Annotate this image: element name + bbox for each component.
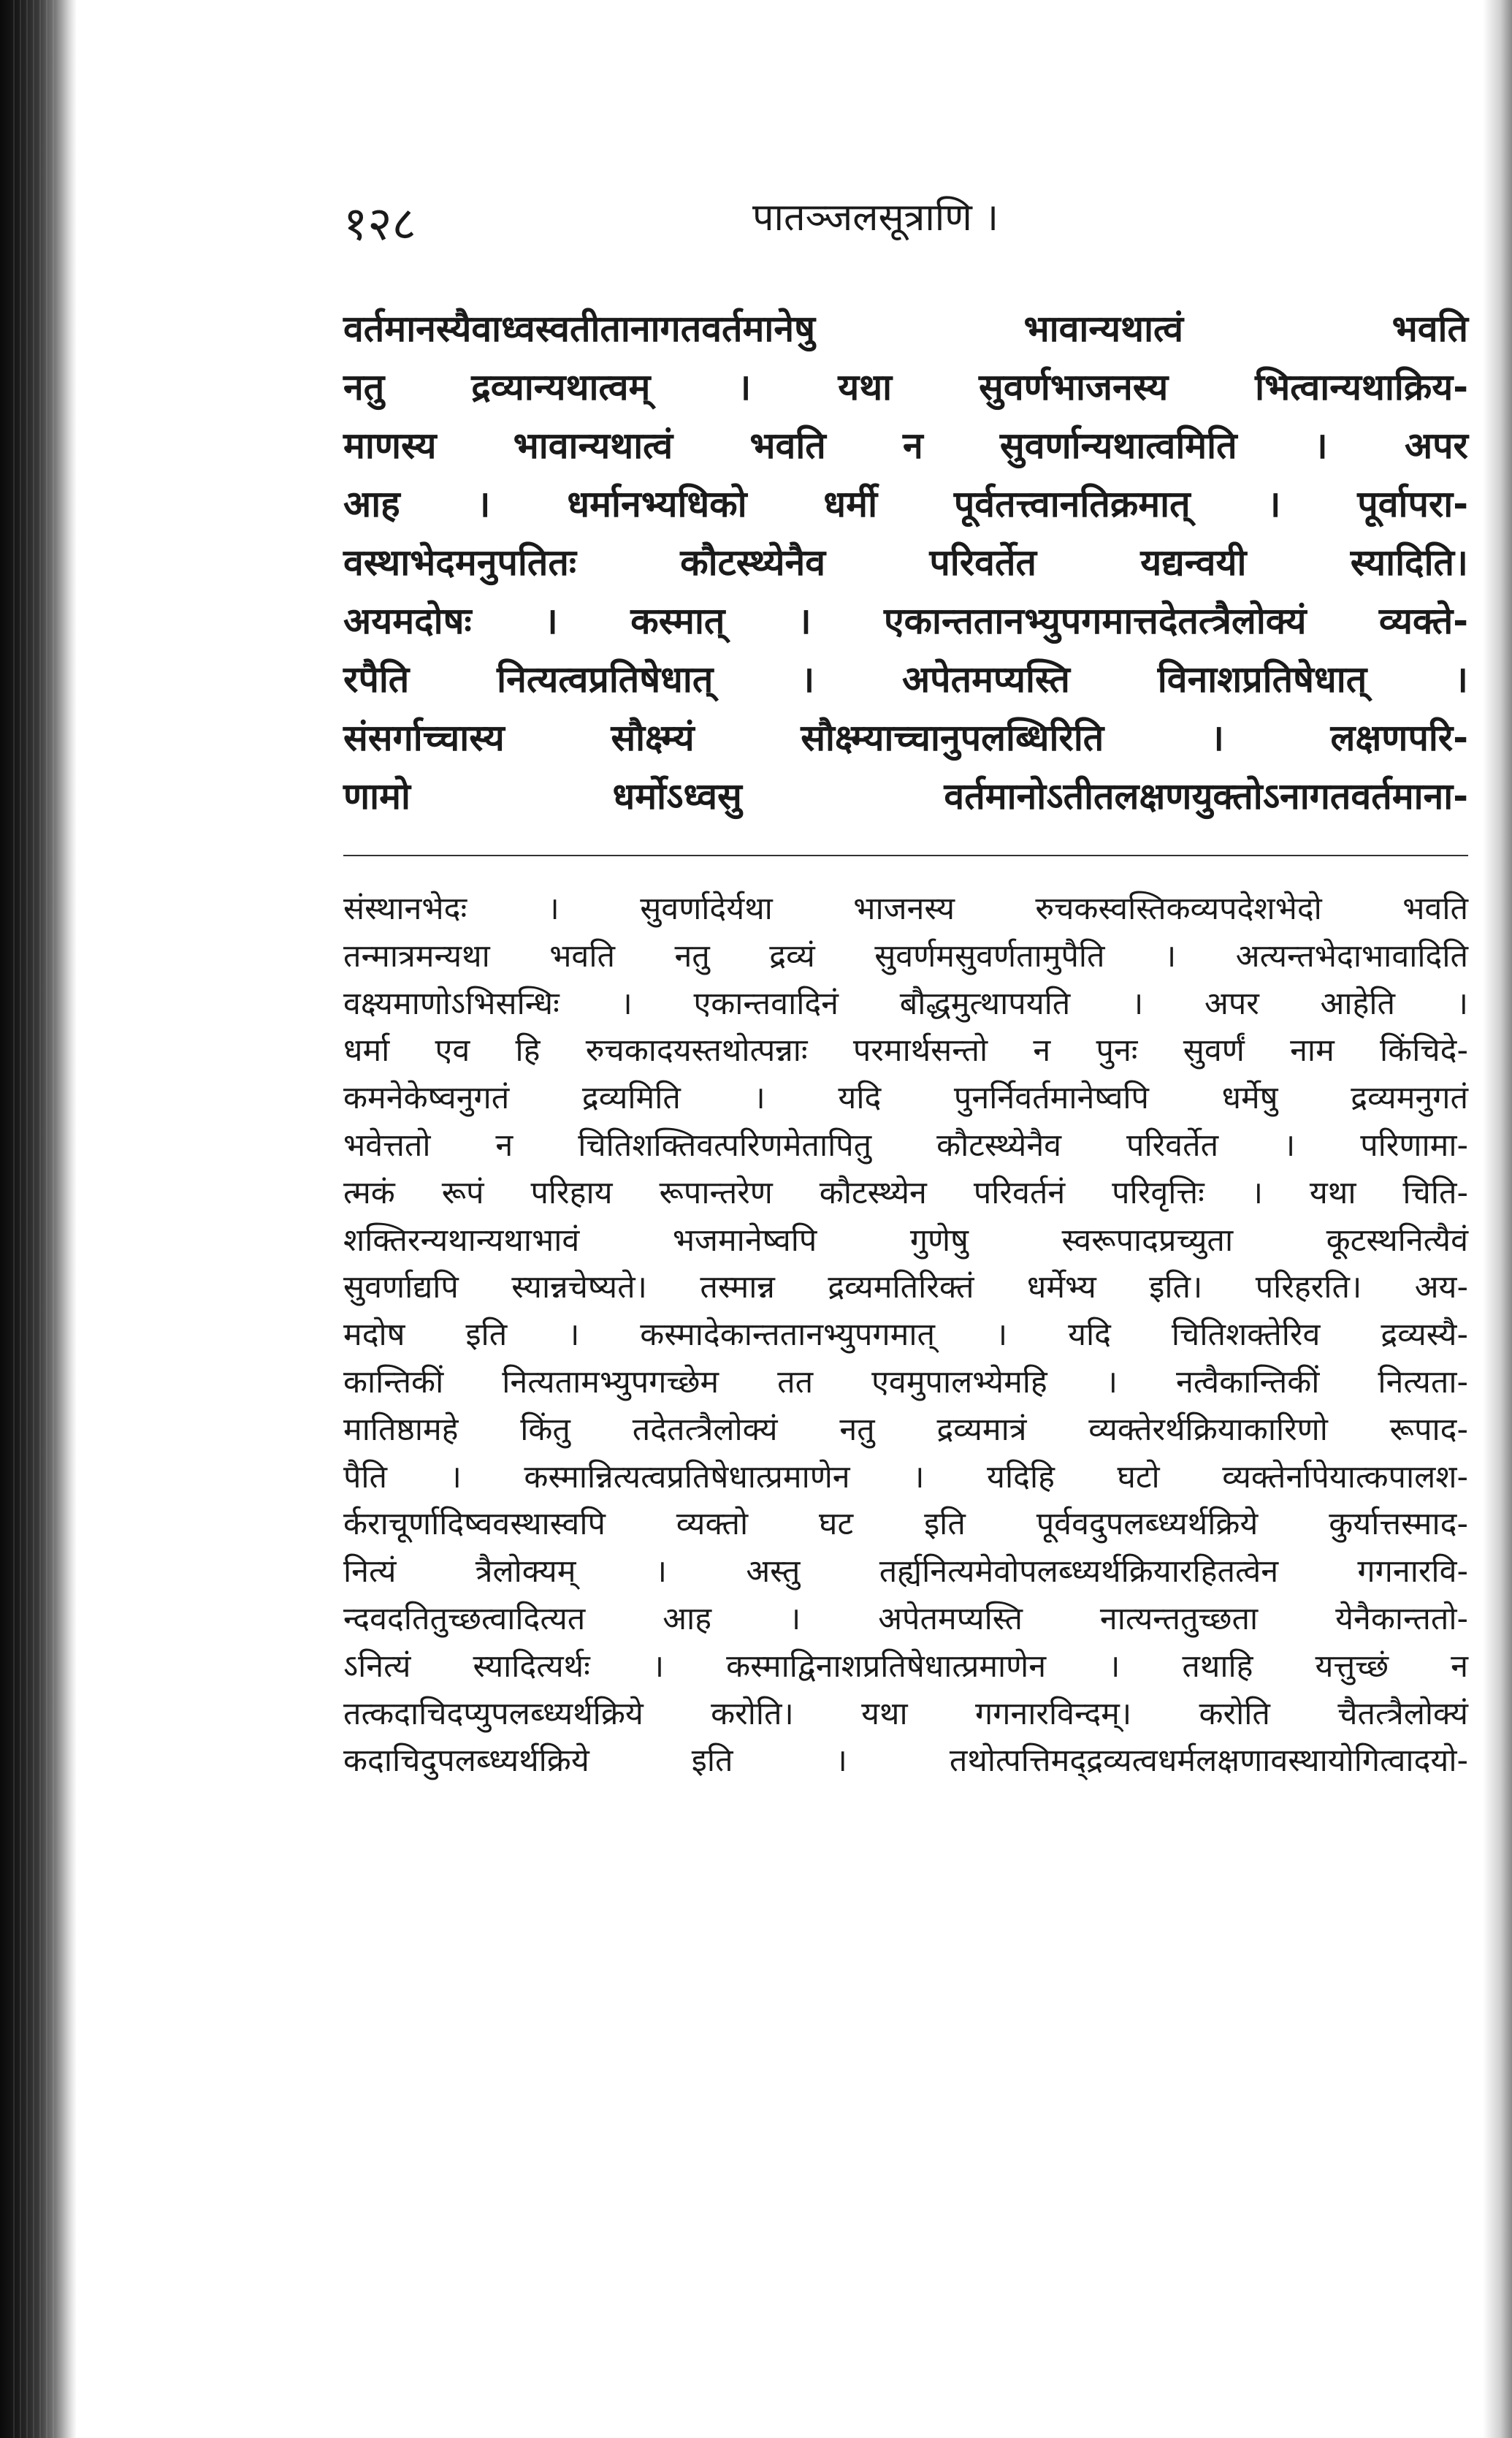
bhashya-line: माणस्य भावान्यथात्वं भवति न सुवर्णान्यथात्वमिति । अपर bbox=[343, 424, 1468, 467]
bhashya-line: वस्थाभेदमनुपतितः कौटस्थ्येनैव परिवर्तेत यद्यन्वयी स्यादिति। bbox=[343, 541, 1468, 584]
commentary-line: त्मकं रूपं परिहाय रूपान्तरेण कौटस्थ्येन परिवर्तनं परिवृत्तिः । यथा चिति- bbox=[343, 1174, 1468, 1211]
bhashya-line: वर्तमानस्यैवाध्वस्वतीतानागतवर्तमानेषु भावान्यथात्वं भवति bbox=[343, 308, 1468, 350]
page-header bbox=[343, 183, 1468, 270]
spine-texture bbox=[13, 0, 57, 2438]
commentary-line: न्दवदतितुच्छत्वादित्यत आह । अपेतमप्यस्ति नात्यन्ततुच्छता येनैकान्ततो- bbox=[343, 1600, 1468, 1637]
commentary-line: र्कराचूर्णादिष्ववस्थास्वपि व्यक्तो घट इति पूर्ववदुपलब्ध्यर्थक्रिये कुर्यात्तस्माद- bbox=[343, 1506, 1468, 1543]
commentary-line: धर्मा एव हि रुचकादयस्तथोत्पन्नाः परमार्थसन्तो न पुनः सुवर्णं नाम किंचिदे- bbox=[343, 1032, 1468, 1070]
bhashya-text-block bbox=[343, 300, 1468, 826]
commentary-line: नित्यं त्रैलोक्यम् । अस्तु तर्ह्यनित्यमेवोपलब्ध्यर्थक्रियारहितत्वेन गगनारवि- bbox=[343, 1553, 1468, 1591]
commentary-text-block bbox=[343, 885, 1468, 1785]
commentary-line: मदोष इति । कस्मादेकान्ततानभ्युपगमात् । यदि चितिशक्तेरिव द्रव्यस्यै- bbox=[343, 1317, 1468, 1354]
commentary-line: शक्तिरन्यथान्यथाभावं भजमानेष्वपि गुणेषु स्वरूपादप्रच्युता कूटस्थनित्यैवं bbox=[343, 1222, 1468, 1259]
commentary-line: वक्ष्यमाणोऽभिसन्धिः । एकान्तवादिनं बौद्धमुत्थापयति । अपर आहेति । bbox=[343, 985, 1468, 1022]
running-head: पातञ्जलसूत्राणि । bbox=[752, 196, 999, 240]
commentary-line: संस्थानभेदः । सुवर्णादेर्यथा भाजनस्य रुचकस्वस्तिकव्यपदेशभेदो भवति bbox=[343, 891, 1468, 927]
bhashya-line: आह । धर्मानभ्यधिको धर्मी पूर्वतत्त्वानतिक्रमात् । पूर्वापरा- bbox=[343, 483, 1468, 525]
commentary-line: कमनेकेष्वनुगतं द्रव्यमिति । यदि पुनर्निवर्तमानेष्वपि धर्मेषु द्रव्यमनुगतं bbox=[343, 1080, 1468, 1117]
commentary-line: सुवर्णाद्यपि स्यान्नचेष्यते। तस्मान्न द्रव्यमतिरिक्तं धर्मेभ्य इति। परिहरति। अय- bbox=[343, 1269, 1468, 1306]
commentary-line: तत्कदाचिदप्युपलब्ध्यर्थक्रिये करोति। यथा गगनारविन्दम्। करोति चैतत्त्रैलोक्यं bbox=[343, 1695, 1468, 1732]
commentary-line: मातिष्ठामहे किंतु तदेतत्त्रैलोक्यं नतु द्रव्यमात्रं व्यक्तेरर्थक्रियाकारिणो रूपाद- bbox=[343, 1411, 1468, 1448]
commentary-line: भवेत्ततो न चितिशक्तिवत्परिणमेतापितु कौटस्थ्येनैव परिवर्तेत । परिणामा- bbox=[343, 1127, 1468, 1164]
bhashya-line: नतु द्रव्यान्यथात्वम् । यथा सुवर्णभाजनस्य भित्वान्यथाक्रिय- bbox=[343, 366, 1468, 408]
bhashya-line: णामो धर्मोऽध्वसु वर्तमानोऽतीतलक्षणयुक्तोऽनागतवर्तमाना- bbox=[343, 775, 1468, 818]
page-edge-shadow bbox=[1483, 0, 1512, 2438]
commentary-line: ऽनित्यं स्यादित्यर्थः । कस्माद्विनाशप्रतिषेधात्प्रमाणेन । तथाहि यत्तुच्छं न bbox=[343, 1647, 1468, 1685]
commentary-line: पैति । कस्मान्नित्यत्वप्रतिषेधात्प्रमाणेन । यदिहि घटो व्यक्तेर्नापेयात्कपालश- bbox=[343, 1458, 1468, 1496]
book-page bbox=[343, 183, 1468, 1785]
commentary-line: तन्मात्रमन्यथा भवति नतु द्रव्यं सुवर्णमसुवर्णतामुपैति । अत्यन्तभेदाभावादिति bbox=[343, 937, 1468, 975]
commentary-line: कान्तिकीं नित्यतामभ्युपगच्छेम तत एवमुपालभ्येमहि । नत्वैकान्तिकीं नित्यता- bbox=[343, 1363, 1468, 1401]
section-divider bbox=[343, 855, 1468, 856]
bhashya-line: संसर्गाच्चास्य सौक्ष्म्यं सौक्ष्म्याच्चानुपलब्धिरिति । लक्षणपरि- bbox=[343, 717, 1468, 759]
commentary-line: कदाचिदुपलब्ध्यर्थक्रिये इति । तथोत्पत्तिमद्द्रव्यत्वधर्मलक्षणावस्थायोगित्वादयो- bbox=[343, 1742, 1468, 1780]
bhashya-line: अयमदोषः । कस्मात् । एकान्ततानभ्युपगमात्तदेतत्त्रैलोक्यं व्यक्ते- bbox=[343, 600, 1468, 642]
page-number: १२८ bbox=[343, 197, 416, 251]
bhashya-line: रपैति नित्यत्वप्रतिषेधात् । अपेतमप्यस्ति विनाशप्रतिषेधात् । bbox=[343, 658, 1468, 701]
